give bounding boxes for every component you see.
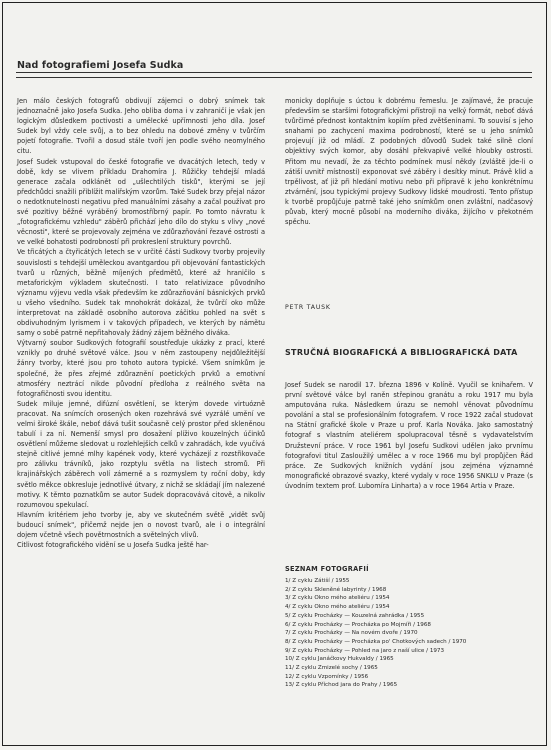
photo-list-item: 9/ Z cyklu Procházky — Pohled na jaro z naší ulice / 1973 xyxy=(285,647,445,654)
left-paragraph: Jen málo českých fotografů obdivují zájemci o dobrý snímek tak jednoznačně jako Josefa Sudka. Jeho obliba doma i v zahraničí je však jen logickým důsledkem poctivosti a umělecké upřímnosti jeho díla. Josef Sudek byl vždy cele svůj, a to bez ohledu na dobové změny v tvůrčím pojetí fotografie. Tvořil a dosud stále tvoří jen podle svého neomylného citu. xyxy=(17,97,265,156)
photo-list-item: 5/ Z cyklu Procházky — Kouzelná zahrádka / 1955 xyxy=(285,612,425,619)
photo-list-item: 8/ Z cyklu Procházky — Procházka po' Chotkových sadech / 1970 xyxy=(285,638,467,645)
photo-list-item: 13/ Z cyklu Příchod jara do Prahy / 1965 xyxy=(285,682,398,689)
left-paragraph: Sudek miluje jemné, difúzní osvětlení, se kterým dovede virtuózně pracovat. Na snímcích orosených oken rozehrává své vyzrálé umění ve velmi široké škále, neboť dává tušit současně celý prostor před skleněnou tabulí i za ní. Nemenší smysl pro dosažení plíživo kouzelných účinků osvětlení můžeme sledovat u rozlehlejších celků v zahradách, kde vyučívá stejně citlivé jemné mlhy kapének vody, které vycházejí z rozstřikovače pro zálivku trávníků, jako rozptylu světla na listech stromů. Při krajinářských záběrech volí zámerně a s rozmyslem ty roční doby, kdy světlo měkce obkresluje jednotlivé útvary, z nichž se skládají jím nalezené motivy. K těmto poznatkům se autor Sudek dopracovává citově, a nikoliv rozumovou spekulací. xyxy=(17,399,265,509)
right-column xyxy=(285,96,533,227)
photo-list-item: 10/ Z cyklu Janáčkovy Hukvaldy / 1965 xyxy=(285,656,394,663)
photo-list-item: 3/ Z cyklu Okno mého ateliéru / 1954 xyxy=(285,595,390,602)
photo-list-item: 2/ Z cyklu Skleněné labyrinty / 1968 xyxy=(285,586,387,593)
article-author: PETR TAUSK xyxy=(285,304,331,311)
photo-list-item: 12/ Z cyklu Vzpomínky / 1956 xyxy=(285,673,369,680)
photo-list-item: 4/ Z cyklu Okno mého ateliéru / 1954 xyxy=(285,604,390,611)
title-rule-top xyxy=(16,72,532,73)
photo-list xyxy=(285,577,533,690)
page-title: Nad fotografiemi Josefa Sudka xyxy=(17,60,184,71)
left-paragraph: Ve třicátých a čtyřicátých letech se v určité části Sudkovy tvorby projevily souvislosti s tehdejší uměleckou avantgardou při objevování fantastických tvarů u různých, běžně míjených předmětů, které až hraničilo s metaforickým výkladem skutečnosti. I tato relativizace původního významu výjevu vedla však především ke zdůrazňování básnických prvků u všeho všedního. Sudek tak mnohokrát dokázal, že tvůrčí oko může interpretovat na základě osobního autorova záčitku pohled na svět s obdivuhodným lyrismem i v takových případech, ve kterých by námětu samy o sobě patrně nepřitahovaly žádný zájem běžného diváka. xyxy=(17,248,265,338)
photo-list-item: 11/ Z cyklu Zmizelé sochy / 1965 xyxy=(285,665,378,672)
left-paragraph: Výtvarný soubor Sudkových fotografií soustřeďuje ukázky z prací, které vznikly po druhé světové válce. Jsou v něm zastoupeny nejdůležitější žánry tvorby, které jsou pro tohoto autora typické. Všem snímkům je společné, že přes zřejmé zdůraznění poetických prvků a emotivní atmosféry neztrácí nikde původní předloha z reálného světa na fotografičnosti svou identitu. xyxy=(17,339,265,398)
right-paragraph: monicky doplňuje s úctou k dobrému řemeslu. Je zajímavé, že pracuje především se staršími fotografickými přístroji na velký formát, neboť dává tvůrčimé přednost kontaktním kopiím před zvětšeninami. To souvisí s jeho snahami po zachycení maxima podrobností, které se u jeho snímků projevují již od mládí. Z podobných důvodů Sudek také silně cloní objektivy svých komor, aby dosáhl překvapivě velké hloubky ostrosti. Přitom mu nevadí, že za těchto podmínek musí někdy (zvláště jde-li o zátiší uvnitř místnosti) exponovat své záběry i desítky minut. Právě klid a trpělivost, ať již při hledání motivu nebo při přípravě k jeho konkrétnímu ztvárnění, jsou typickými projevy Sudkovy lidské moudrosti. Tento přístup k tvorbě propůjčuje patrně také jeho snímkům onen zvláštní, nadčasový půvab, který mocně působí na moderního diváka, žijícího v překotném spěchu. xyxy=(285,97,533,227)
title-rule-bottom xyxy=(16,77,532,78)
photos-heading: SEZNAM FOTOGRAFIÍ xyxy=(285,565,369,573)
bio-text: Josef Sudek se narodil 17. března 1896 v Kolíně. Vyučil se knihařem. V první světové válce byl raněn střepinou granátu a roku 1917 mu byla amputována ruka. Následkem úrazu se nemohl věnovat původnímu povolání a stal se profesionálním fotografem. V roce 1922 začal studovat na Státní grafické škole v Praze u prof. Karla Nováka. Jako samostatný fotograf s vlastním ateliérem spolupracoval těsně s vydavatelstvím Družstevní práce. V roce 1961 byl Josefu Sudkovi udělen jako prvnímu fotografovi titul Zasloužilý umělec a v roce 1966 mu byl propůjčen Řád práce. Ze Sudkových knižních vydání jsou zejména významné monografické obrazové svazky, které vydaly v roce 1956 SNKLU v Praze (s úvodním textem prof. Lubomíra Linharta) a v roce 1964 Artia v Praze. xyxy=(285,381,533,490)
left-paragraph: Josef Sudek vstupoval do české fotografie ve dvacátých letech, tedy v době, kdy se vlivem příkladu Drahomíra J. Růžičky tehdejší mladá generace začala odklánět od „ušlechtilých tisků", kterými se její předchůdci snažili přiblížit malířským vzorům. Také Sudek brzy přejal názor o nedotknutelnosti negativu před manuálními zásahy a začal používat pro své pozitivy běžné vyráběný bromostříbrný papír. Po tomto návratu k „fotografickému vzhledu" záběrů přichází jeho dílo do styku s vlivy „nové věcnosti", které se projevovaly zejména ve zdůrazňování řezavé ostrosti a ve velké bohatosti podrobností při prokreslení struktury povrchů. xyxy=(17,157,265,247)
left-paragraph: Hlavním kritériem jeho tvorby je, aby ve skutečném světě „vidět svůj budoucí snímek", přičemž nejde jen o novost tvarů, ale i o integrální dojem včetně všech povětrnostních a světelných vlivů. xyxy=(17,510,265,540)
photo-list-item: 6/ Z cyklu Procházky — Procházka po Mojmíři / 1968 xyxy=(285,621,431,628)
bio-heading: STRUČNÁ BIOGRAFICKÁ A BIBLIOGRAFICKÁ DATA xyxy=(285,348,518,357)
left-paragraph: Citlivost fotografického vidění se u Josefa Sudka ještě har- xyxy=(17,541,209,550)
photo-list-item: 1/ Z cyklu Zátiší / 1955 xyxy=(285,578,350,584)
left-column xyxy=(17,96,265,550)
photo-list-item: 7/ Z cyklu Procházky — Na novém dvoře / 1970 xyxy=(285,630,418,637)
